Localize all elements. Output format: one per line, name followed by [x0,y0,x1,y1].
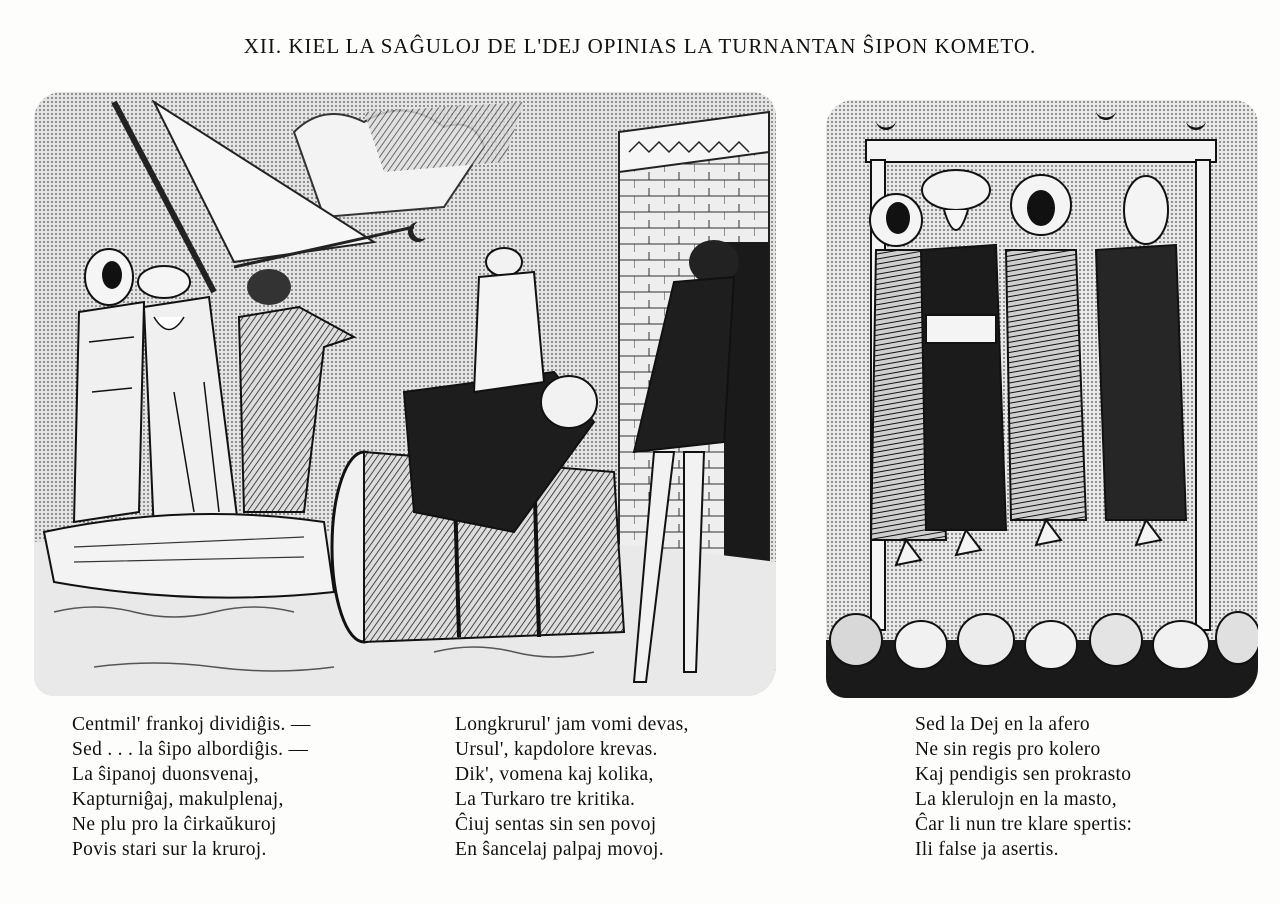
page-title: XII. KIEL LA SAĜULOJ DE L'DEJ OPINIAS LA TURNANTAN ŜIPON KOMETO. [243,34,1037,58]
verse-line: Povis stari sur la kruroj. [72,839,267,860]
right-illustration [826,100,1258,698]
verse-line: Ne plu pro la ĉirkaŭkuroj [72,814,277,835]
verse-column-3 [915,712,1132,862]
verse-line: Dik', vomena kaj kolika, [455,764,654,785]
verse-line: La Turkaro tre kritika. [455,789,636,810]
verse-line: La klerulojn en la masto, [915,789,1117,810]
verse-line: Ne sin regis pro kolero [915,739,1101,760]
harbor-scene-drawing [34,92,776,696]
verse-line: Kaj pendigis sen prokrasto [915,764,1132,785]
verse-line: Ĉiuj sentas sin sen povoj [455,814,657,835]
verse-column-2 [455,712,689,862]
verse-line: La ŝipanoj duonsvenaj, [72,764,259,785]
verse-line: Ĉar li nun tre klare spertis: [915,814,1133,835]
verse-line: Longkrurul' jam vomi devas, [455,714,689,735]
verse-line: Ili false ja asertis. [915,839,1059,860]
verse-line: Centmil' frankoj dividiĝis. — [72,714,311,735]
left-illustration [34,92,776,696]
verse-line: Sed . . . la ŝipo albordiĝis. — [72,739,309,760]
gallows-scene-drawing [826,100,1258,698]
verse-column-1 [72,712,311,862]
verse-line: Kapturniĝaj, makulplenaj, [72,789,284,810]
verse-line: Sed la Dej en la afero [915,714,1090,735]
verse-line: En ŝancelaj palpaj movoj. [455,839,664,860]
lying-figure [44,514,334,598]
verse-line: Ursul', kapdolore krevas. [455,739,658,760]
